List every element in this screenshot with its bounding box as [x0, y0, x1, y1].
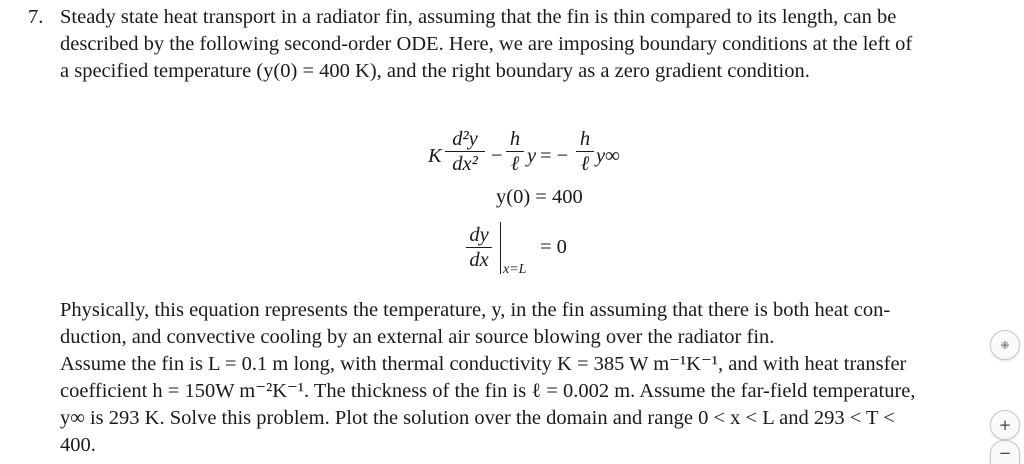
body-line-2: duction, and convective cooling by an external air source blowing over the radiator fin. — [60, 326, 775, 348]
intro-line-3: a specified temperature (y(0) = 400 K), and the right boundary as a zero gradient condition. — [60, 60, 810, 82]
eq3-den: dx — [469, 249, 489, 271]
drag-icon: ⁜ — [1000, 338, 1010, 352]
eq1-K: K — [428, 145, 442, 167]
zoom-in-button[interactable] — [990, 410, 1020, 440]
minus-icon: − — [998, 443, 1012, 462]
boundary-condition-left: y(0) = 400 — [496, 186, 583, 208]
eq1-h-over-l — [506, 128, 524, 175]
drag-handle-icon[interactable] — [990, 330, 1020, 360]
plus-icon: + — [998, 415, 1012, 434]
eq1-minus: − — [491, 145, 503, 167]
intro-line-2: described by the following second-order ODE. Here, we are imposing boundary conditions at the left of — [60, 33, 913, 55]
eq3-derivative — [466, 224, 492, 271]
eq1-y: y — [527, 145, 537, 167]
eq1-frac1-num: d²y — [452, 128, 478, 150]
intro-line-1: Steady state heat transport in a radiator fin, assuming that the fin is thin compared to its length, can be — [60, 6, 897, 28]
eq3-num: dy — [469, 224, 489, 246]
eq3-evaluation-bar — [500, 222, 501, 274]
eq1-equals: = − — [540, 145, 569, 167]
body-line-6: 400. — [60, 434, 96, 456]
zoom-out-button[interactable] — [990, 440, 1020, 464]
eq1-second-derivative — [445, 128, 485, 175]
eq1-frac1-den: dx² — [452, 153, 478, 175]
body-line-1: Physically, this equation represents the temperature, y, in the fin assuming that there is both heat con- — [60, 299, 891, 321]
body-line-5: y∞ is 293 K. Solve this problem. Plot the solution over the domain and range 0 < x < L and 293 < T < — [60, 407, 895, 429]
eq1-frac2-den: ℓ — [510, 153, 520, 175]
question-intro — [60, 4, 1000, 85]
question-body — [60, 297, 1000, 459]
question-number: 7. — [28, 6, 44, 28]
eq1-frac2-num: h — [509, 128, 521, 150]
eq3-rhs: = 0 — [540, 236, 567, 258]
body-line-4: coefficient h = 150W m⁻²K⁻¹. The thickness of the fin is ℓ = 0.002 m. Assume the far-field temperature, — [60, 380, 916, 402]
eq1-frac3-num: h — [579, 128, 591, 150]
body-line-3: Assume the fin is L = 0.1 m long, with thermal conductivity K = 385 W m⁻¹K⁻¹, and with heat transfer — [60, 353, 907, 375]
eq3-subscript: x=L — [503, 262, 527, 277]
eq1-frac3-den: ℓ — [580, 153, 590, 175]
eq1-h-over-l-rhs — [576, 128, 594, 175]
eq1-yinf: y∞ — [596, 145, 620, 167]
